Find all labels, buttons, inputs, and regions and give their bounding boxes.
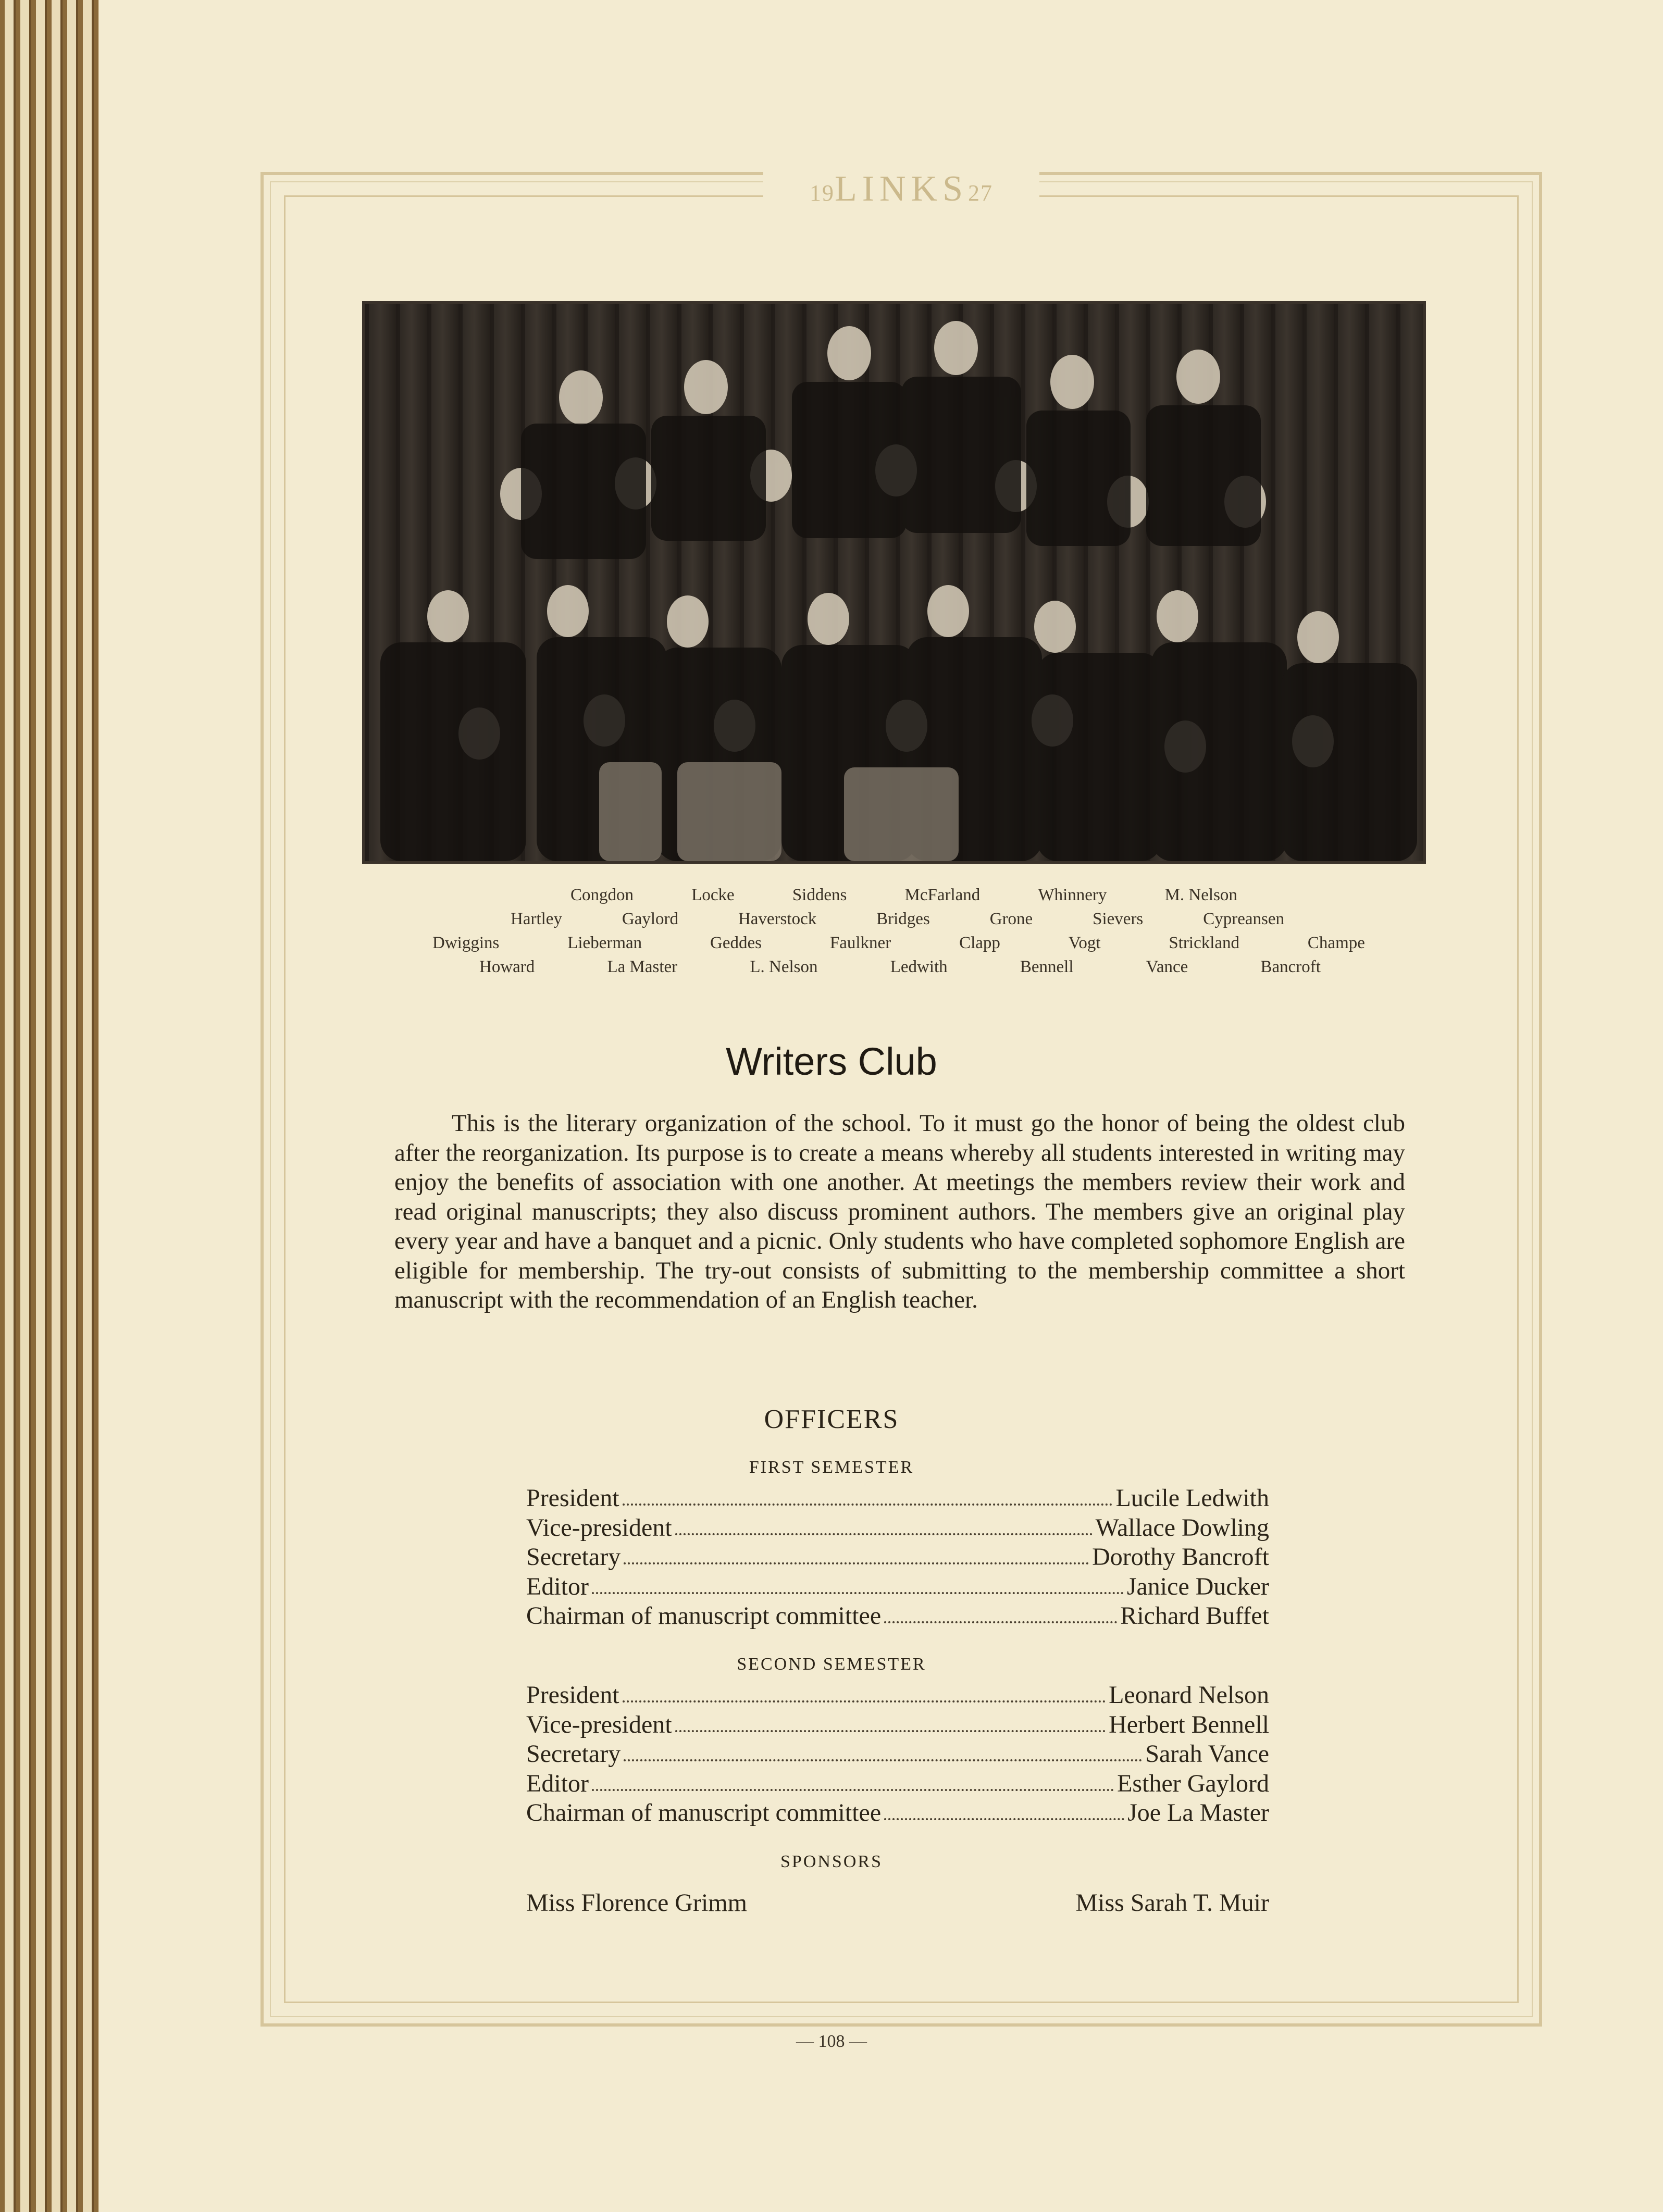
leader-dots — [624, 1759, 1142, 1761]
second-semester-officers — [526, 1681, 1269, 1828]
caption-name: Locke — [691, 886, 735, 904]
leader-dots — [624, 1562, 1089, 1564]
leader-dots — [623, 1503, 1113, 1506]
leader-dots — [592, 1592, 1124, 1594]
officer-row — [526, 1798, 1269, 1828]
caption-name: Bennell — [1020, 958, 1074, 976]
first-semester-heading: FIRST SEMESTER — [749, 1458, 914, 1477]
header-year-suffix: 27 — [968, 180, 994, 206]
group-photo — [362, 301, 1426, 864]
caption-name: Strickland — [1169, 934, 1240, 952]
officer-name: Joe La Master — [1127, 1799, 1269, 1826]
officer-row — [526, 1484, 1269, 1513]
leader-dots — [884, 1818, 1124, 1820]
caption-name: McFarland — [904, 886, 981, 904]
group-photo-image — [365, 304, 1423, 861]
first-semester-officers — [526, 1484, 1269, 1631]
officer-role: Secretary — [526, 1543, 621, 1571]
caption-name: Hartley — [511, 910, 562, 928]
caption-name: Grone — [989, 910, 1033, 928]
header-year-prefix: 19 — [809, 180, 835, 206]
caption-name: Dwiggins — [432, 934, 500, 952]
club-title: Writers Club — [726, 1040, 937, 1083]
caption-name: Haverstock — [738, 910, 817, 928]
header-title: LINKS — [834, 169, 969, 209]
officer-row — [526, 1710, 1269, 1740]
caption-name: Faulkner — [829, 934, 891, 952]
leader-dots — [884, 1621, 1117, 1623]
caption-name: Cypreansen — [1203, 910, 1284, 928]
caption-name: Sievers — [1093, 910, 1144, 928]
club-description — [394, 1109, 1405, 1315]
caption-name: Lieberman — [567, 934, 642, 952]
officer-name: Richard Buffet — [1120, 1602, 1269, 1630]
caption-name: Champe — [1307, 934, 1365, 952]
sponsor-name: Miss Florence Grimm — [526, 1889, 747, 1917]
leader-dots — [592, 1789, 1114, 1791]
officers-heading: OFFICERS — [764, 1405, 899, 1434]
officer-role: Chairman of manuscript committee — [526, 1602, 882, 1630]
officer-row — [526, 1601, 1269, 1631]
officer-role: Vice-president — [526, 1513, 672, 1542]
page-number: — 108 — — [796, 2032, 867, 2051]
book-binding-edge — [0, 0, 99, 2212]
officer-row — [526, 1681, 1269, 1710]
officer-role: Secretary — [526, 1740, 621, 1768]
officer-name: Dorothy Bancroft — [1092, 1543, 1269, 1571]
description-paragraph: This is the literary organization of the school. To it must go the honor of being the oldest club after the reorganization. Its purpose is to create a means whereby all students interested in writing may enjoy the benefits of association with one another. At meetings the members review their work and read original manuscripts; they also discuss prominent authors. The members give an original play every year and have a banquet and a picnic. Only students who have completed sophomore English are eligible for membership. The try-out consists of submitting to the membership committee a short manuscript with the recommendation of an English teacher. — [394, 1110, 1405, 1313]
caption-name: Howard — [479, 958, 535, 976]
officer-row — [526, 1769, 1269, 1799]
officer-role: President — [526, 1681, 619, 1709]
officer-name: Esther Gaylord — [1117, 1769, 1269, 1797]
officer-role: Chairman of manuscript committee — [526, 1799, 882, 1826]
caption-name: Ledwith — [890, 958, 948, 976]
leader-dots — [675, 1730, 1106, 1732]
caption-row-4 — [479, 958, 1321, 981]
caption-row-2 — [511, 910, 1284, 934]
officer-name: Herbert Bennell — [1109, 1710, 1269, 1738]
officer-row — [526, 1572, 1269, 1602]
leader-dots — [623, 1700, 1106, 1703]
officer-row — [526, 1739, 1269, 1769]
leader-dots — [675, 1533, 1093, 1535]
caption-name: Bancroft — [1260, 958, 1321, 976]
caption-name: L. Nelson — [750, 958, 818, 976]
officer-role: Vice-president — [526, 1710, 672, 1738]
officer-name: Sarah Vance — [1145, 1740, 1269, 1768]
caption-name: Geddes — [710, 934, 762, 952]
officer-name: Janice Ducker — [1126, 1572, 1269, 1600]
officer-row — [526, 1513, 1269, 1543]
officer-name: Lucile Ledwith — [1115, 1484, 1269, 1512]
officer-role: Editor — [526, 1769, 589, 1797]
caption-name: Gaylord — [622, 910, 679, 928]
caption-name: Bridges — [876, 910, 930, 928]
caption-name: Vogt — [1068, 934, 1101, 952]
second-semester-heading: SECOND SEMESTER — [737, 1655, 926, 1674]
yearbook-header — [763, 166, 1039, 213]
sponsors-heading: SPONSORS — [780, 1852, 883, 1871]
caption-name: Siddens — [792, 886, 847, 904]
officer-role: Editor — [526, 1572, 589, 1600]
sponsor-name: Miss Sarah T. Muir — [1075, 1889, 1269, 1917]
officer-role: President — [526, 1484, 619, 1512]
caption-name: La Master — [607, 958, 678, 976]
officer-name: Leonard Nelson — [1109, 1681, 1269, 1709]
caption-name: Congdon — [570, 886, 634, 904]
caption-row-3 — [432, 934, 1365, 958]
caption-name: Clapp — [959, 934, 1000, 952]
sponsors-list — [526, 1888, 1269, 1917]
caption-name: M. Nelson — [1164, 886, 1237, 904]
caption-name: Whinnery — [1038, 886, 1107, 904]
officer-name: Wallace Dowling — [1095, 1513, 1269, 1542]
officer-row — [526, 1543, 1269, 1572]
caption-name: Vance — [1146, 958, 1188, 976]
caption-row-1 — [570, 886, 1237, 910]
